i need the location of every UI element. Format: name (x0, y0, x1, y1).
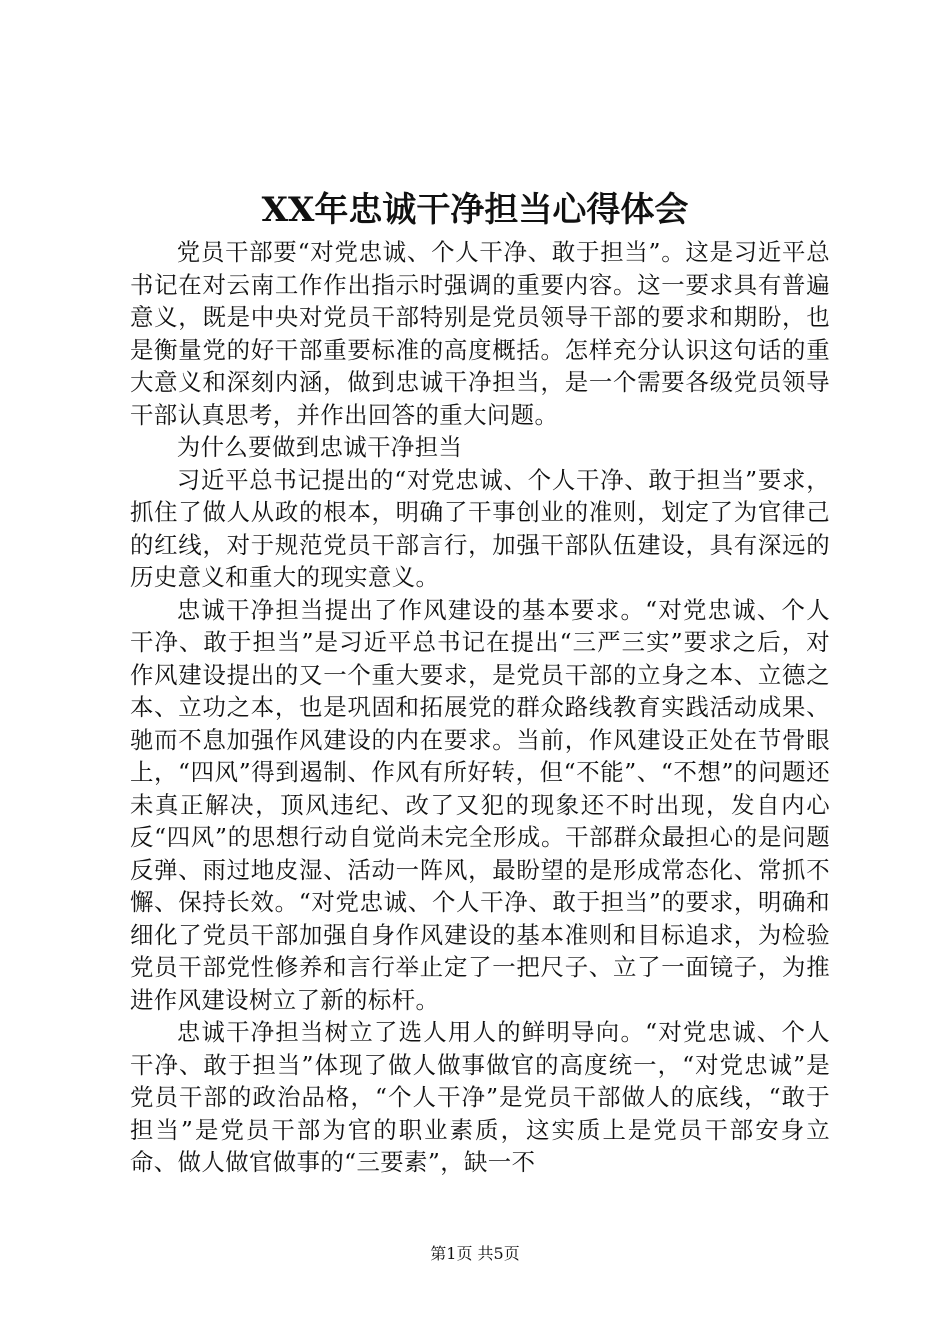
paragraph-work-style: 忠诚干净担当提出了作风建设的基本要求。“对党忠诚、个人干净、敢于担当”是习近平总书记在提出“三严三实”要求之后，对作风建设提出的又一个重大要求，是党员干部的立身之本、立德之本、立功之本，也是巩固和拓展党的群众路线教育实践活动成果、驰而不息加强作风建设的内在要求。当前，作风建设正处在节骨眼上，“四风”得到遏制、作风有所好转，但“不能”、“不想”的问题还未真正解决，顶风违纪、改了又犯的现象还不时出现，发自内心反“四风”的思想行动自觉尚未完全形成。干部群众最担心的是问题反弹、雨过地皮湿、活动一阵风，最盼望的是形成常态化、常抓不懈、保持长效。“对党忠诚、个人干净、敢于担当”的要求，明确和细化了党员干部加强自身作风建设的基本准则和目标追求，为检验党员干部党性修养和言行举止定了一把尺子、立了一面镜子，为推进作风建设树立了新的标杆。 (130, 595, 830, 1014)
document-body (130, 236, 830, 1179)
document-title: XX年忠诚干净担当心得体会 (261, 190, 689, 230)
page-footer: 第1页 共5页 (430, 1244, 520, 1263)
paragraph-selection-guidance: 忠诚干净担当树立了选人用人的鲜明导向。“对党忠诚、个人干净、敢于担当”体现了做人做事做官的高度统一，“对党忠诚”是党员干部的政治品格，“个人干净”是党员干部做人的底线，“敢于担当”是党员干部为官的职业素质，这实质上是党员干部安身立命、做人做官做事的“三要素”，缺一不 (130, 1018, 830, 1176)
section-heading-why: 为什么要做到忠诚干净担当 (176, 433, 463, 461)
paragraph-requirement: 习近平总书记提出的“对党忠诚、个人干净、敢于担当”要求，抓住了做人从政的根本，明确了干事创业的准则，划定了为官律己的红线，对于规范党员干部言行，加强干部队伍建设，具有深远的历史意义和重大的现实意义。 (130, 465, 830, 591)
paragraph-intro: 党员干部要“对党忠诚、个人干净、敢于担当”。这是习近平总书记在对云南工作作出指示时强调的重要内容。这一要求具有普遍意义，既是中央对党员干部特别是党员领导干部的要求和期盼，也是衡量党的好干部重要标准的高度概括。怎样充分认识这句话的重大意义和深刻内涵，做到忠诚干净担当，是一个需要各级党员领导干部认真思考，并作出回答的重大问题。 (130, 238, 830, 429)
